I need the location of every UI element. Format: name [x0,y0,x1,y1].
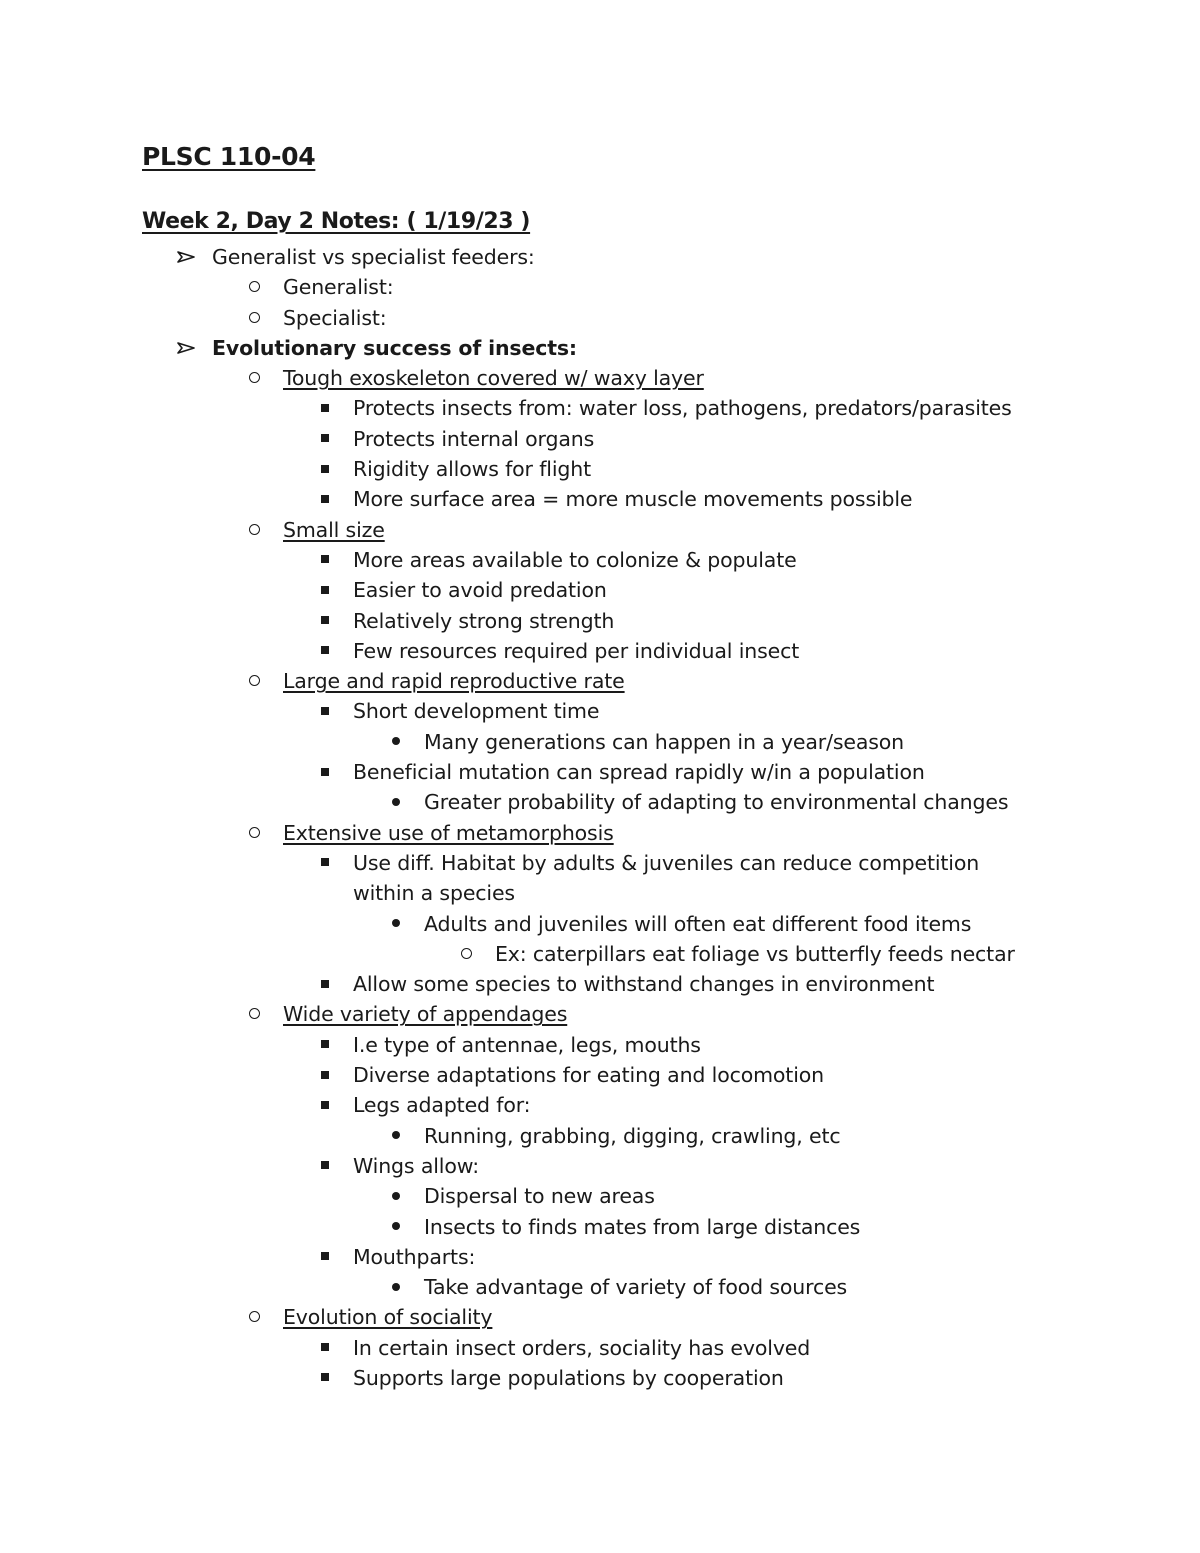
outline-item [0,666,1200,696]
outline-item [0,757,1200,787]
outline-item-text: Mouthparts: [353,1244,476,1269]
outline-item-text: Running, grabbing, digging, crawling, etc [424,1123,841,1148]
outline-item [0,727,1200,757]
outline-item-text: Use diff. Habitat by adults & juveniles can reduce competition [353,850,980,875]
outline-item-text: within a species [353,881,515,906]
outline-item-text: Generalist vs specialist feeders: [212,245,535,269]
square-bullet-icon [315,545,335,575]
outline-item-text: Allow some species to withstand changes in environment [353,972,935,997]
outline-item [0,636,1200,666]
dot-bullet-icon [386,787,406,817]
outline-item [0,1242,1200,1272]
square-bullet-icon [315,393,335,423]
square-bullet-icon [315,636,335,666]
hollow-circle-bullet-icon [244,666,264,696]
outline-item-text: Small size [283,517,385,542]
outline-item [0,1363,1200,1393]
outline-item-text: Diverse adaptations for eating and locomotion [353,1063,824,1088]
outline-item [0,969,1200,999]
outline-item [0,1212,1200,1242]
outline-item-text: Wings allow: [353,1153,479,1178]
outline-item-text: Legs adapted for: [353,1093,531,1118]
outline-item-text: Protects insects from: water loss, pathogens, predators/parasites [353,396,1012,421]
outline-item-text: Dispersal to new areas [424,1184,655,1209]
outline-item [0,939,1200,969]
outline-item-text: Insects to finds mates from large distances [424,1214,861,1239]
outline-item [0,1151,1200,1181]
outline-item-text: Many generations can happen in a year/season [424,729,905,754]
hollow-circle-bullet-icon [244,1302,264,1332]
notes-heading: Week 2, Day 2 Notes: ( 1/19/23 ) [142,209,531,234]
outline-item [0,424,1200,454]
square-bullet-icon [315,1333,335,1363]
outline-item-text: More surface area = more muscle movements possible [353,487,913,512]
outline-item [0,909,1200,939]
document-title: PLSC 110-04 [142,142,316,171]
outline-item-text: Large and rapid reproductive rate [283,669,625,694]
outline-item [0,303,1200,333]
square-bullet-icon [315,848,335,878]
outline-item-text: Generalist: [283,275,394,300]
outline-item [0,515,1200,545]
outline-item [0,454,1200,484]
outline-item [0,333,1200,363]
hollow-circle-bullet-icon [244,999,264,1029]
outline-item [0,606,1200,636]
outline-item [0,696,1200,726]
dot-bullet-icon [386,727,406,757]
outline-item [0,545,1200,575]
outline-item [0,242,1200,272]
hollow-circle-bullet-icon [456,939,476,969]
outline-item-text: Evolution of sociality [283,1305,493,1330]
outline-item-text: Evolutionary success of insects: [212,335,577,360]
square-bullet-icon [315,1242,335,1272]
outline-item [0,1181,1200,1211]
outline-item [0,363,1200,393]
dot-bullet-icon [386,1212,406,1242]
outline-item-text: In certain insect orders, sociality has evolved [353,1335,811,1360]
hollow-circle-bullet-icon [244,363,264,393]
hollow-circle-bullet-icon [244,818,264,848]
outline-item-text: Extensive use of metamorphosis [283,820,614,845]
outline-item [0,1302,1200,1332]
square-bullet-icon [315,454,335,484]
notes-outline [0,242,1200,1393]
outline-item [0,848,1200,878]
dot-bullet-icon [386,909,406,939]
outline-item-text: Tough exoskeleton covered w/ waxy layer [283,366,704,391]
outline-item [0,1272,1200,1302]
square-bullet-icon [315,1151,335,1181]
hollow-circle-bullet-icon [244,272,264,302]
outline-item-text: Rigidity allows for flight [353,457,591,482]
outline-item [0,272,1200,302]
outline-item [0,787,1200,817]
outline-item-text: Wide variety of appendages [283,1002,568,1027]
outline-item-text: Adults and juveniles will often eat different food items [424,911,972,936]
square-bullet-icon [315,484,335,514]
outline-item [0,878,1200,908]
outline-item-text: Supports large populations by cooperation [353,1365,784,1390]
outline-item-text: Few resources required per individual insect [353,638,800,663]
outline-item-text: I.e type of antennae, legs, mouths [353,1032,701,1057]
outline-item-text: More areas available to colonize & populate [353,547,797,572]
outline-item-text: Ex: caterpillars eat foliage vs butterfly feeds nectar [495,941,1015,966]
square-bullet-icon [315,575,335,605]
outline-item-text: Take advantage of variety of food sources [424,1275,848,1300]
square-bullet-icon [315,1060,335,1090]
outline-item-text: Specialist: [283,305,387,330]
outline-item [0,818,1200,848]
dot-bullet-icon [386,1272,406,1302]
outline-item [0,999,1200,1029]
outline-item [0,1030,1200,1060]
square-bullet-icon [315,1030,335,1060]
square-bullet-icon [315,1363,335,1393]
hollow-circle-bullet-icon [244,515,264,545]
outline-item [0,575,1200,605]
outline-item-text: Short development time [353,699,600,724]
outline-item-text: Relatively strong strength [353,608,615,633]
square-bullet-icon [315,969,335,999]
square-bullet-icon [315,606,335,636]
square-bullet-icon [315,696,335,726]
outline-item [0,1090,1200,1120]
outline-item [0,1333,1200,1363]
outline-item [0,1121,1200,1151]
square-bullet-icon [315,424,335,454]
dot-bullet-icon [386,1121,406,1151]
square-bullet-icon [315,1090,335,1120]
outline-item [0,393,1200,423]
dot-bullet-icon [386,1181,406,1211]
outline-item-text: Greater probability of adapting to environmental changes [424,790,1009,815]
outline-item [0,1060,1200,1090]
outline-item-text: Beneficial mutation can spread rapidly w/in a population [353,760,925,785]
hollow-circle-bullet-icon [244,303,264,333]
outline-item [0,484,1200,514]
square-bullet-icon [315,757,335,787]
outline-item-text: Protects internal organs [353,426,595,451]
outline-item-text: Easier to avoid predation [353,578,607,603]
